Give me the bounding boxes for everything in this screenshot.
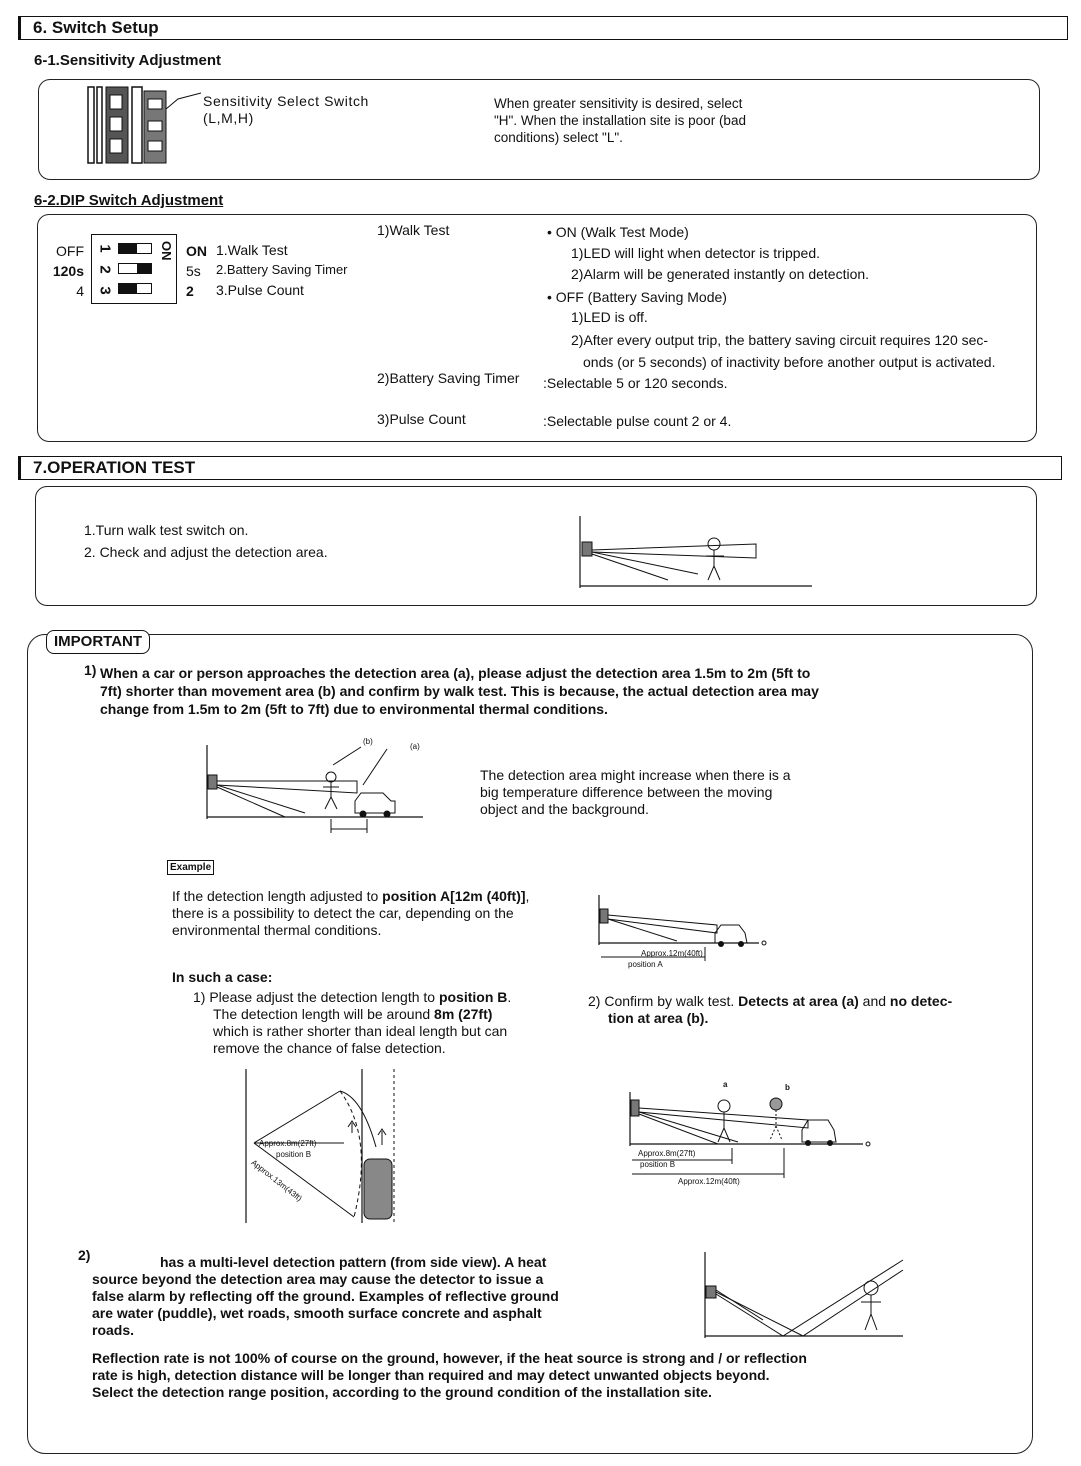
dip-left-labels: OFF 120s 4 — [52, 243, 84, 299]
approx-12m-label-side: Approx.12m(40ft) — [678, 1177, 740, 1186]
sensitivity-description: When greater sensitivity is desired, select "H". When the installation site is poor (bad conditions) select "L". — [494, 96, 746, 145]
battery-timer-title: 2)Battery Saving Timer — [377, 370, 520, 386]
dip-functions: 1.Walk Test 2.Battery Saving Timer 3.Pulse Count — [216, 242, 348, 298]
example-text: If the detection length adjusted to position A[12m (40ft)], there is a possibility to detect the car, depending on the environmental thermal conditions. — [172, 888, 530, 938]
dip-toggle-3[interactable] — [118, 283, 152, 294]
important-p3-text: Reflection rate is not 100% of course on the ground, however, if the heat source is strong and / or reflection rate is high, detection distance will be longer than required and may detect unwanted objects beyond. Select the detection range position, according to the ground condition of the installation site. — [92, 1350, 807, 1400]
dip-on-label: ON — [159, 241, 174, 261]
walk-test-illustration — [578, 514, 818, 590]
reflection-figure — [703, 1250, 913, 1345]
case-2-line-1: 2) Confirm by walk test. Detects at area (a) and no detec- — [588, 993, 953, 1009]
operation-step-1: 1.Turn walk test switch on. — [84, 522, 249, 538]
case-1-line-1: 1) Please adjust the detection length to position B. — [193, 989, 512, 1005]
section-7-header — [18, 456, 1062, 480]
case-title: In such a case: — [172, 969, 273, 985]
figure-label-a: (a) — [410, 742, 420, 751]
thermal-note: The detection area might increase when there is a big temperature difference between the moving object and the background. — [480, 767, 791, 817]
sensitivity-switch-label: Sensitivity Select Switch (L,M,H) — [203, 93, 369, 126]
approx-8m-label-side: Approx.8m(27ft) — [638, 1149, 696, 1158]
dip-switch-number-column: 1 2 3 — [96, 244, 114, 295]
figure-label-b: (b) — [363, 737, 373, 746]
case-1-text: 1) Please adjust the detection length to position B. The detection length will be around 8m (27ft) which is rather shorter than ideal length but can remove the chance of false detection. — [193, 989, 512, 1056]
walk-off-heading: • OFF (Battery Saving Mode) — [547, 289, 727, 305]
walk-on-heading: • ON (Walk Test Mode) — [547, 224, 689, 240]
dip-toggle-2[interactable] — [118, 263, 152, 274]
side-view-ab-figure — [628, 1090, 873, 1185]
walk-off-item-2b: onds (or 5 seconds) of inactivity before another output is activated. — [583, 354, 996, 370]
walk-off-item-2a: 2)After every output trip, the battery saving circuit requires 120 sec- — [571, 332, 989, 348]
walk-test-title: 1)Walk Test — [377, 222, 450, 238]
important-p1-text: When a car or person approaches the detection area (a), please adjust the detection area 1.5m to 2m (5ft to 7ft) shorter than movement area (b) and confirm by walk test. This is because, the actual detection area may change from 1.5m to 2m (5ft to 7ft) due to environmental thermal conditions. — [100, 665, 819, 717]
example-line-1: If the detection length adjusted to position A[12m (40ft)], — [172, 888, 530, 904]
position-b-label-top: position B — [276, 1150, 312, 1159]
position-a-figure — [597, 893, 772, 971]
pulse-count-title: 3)Pulse Count — [377, 411, 466, 427]
position-a-label: position A — [628, 960, 663, 969]
pulse-count-desc: :Selectable pulse count 2 or 4. — [543, 413, 732, 429]
section-6-title: 6. Switch Setup — [33, 18, 159, 37]
dip-right-values: ON 5s 2 — [186, 243, 207, 299]
important-p2-text: has a multi-level detection pattern (from side view). A heat source beyond the detection area may cause the detector to issue a false alarm by reflecting off the ground. Examples of reflective ground are water (puddle), wet roads, smooth surface concrete and asphalt roads. — [92, 1254, 559, 1338]
figure-label-a-side: a — [723, 1080, 728, 1089]
approx-13m-label: Approx.13m(43ft) — [249, 1158, 304, 1204]
walk-off-item-1: 1)LED is off. — [571, 309, 648, 325]
approx-12m-label: Approx.12m(40ft) — [641, 949, 703, 958]
sensitivity-switch-illustration — [86, 85, 206, 165]
figure-label-b-side: b — [785, 1083, 790, 1092]
approx-8m-label-top: Approx.8m(27ft) — [259, 1139, 317, 1148]
subsection-6-2-title: 6-2.DIP Switch Adjustment — [34, 192, 224, 209]
section-7-title: 7.OPERATION TEST — [33, 458, 196, 477]
position-b-label-side: position B — [640, 1160, 676, 1169]
subsection-6-1-title: 6-1.Sensitivity Adjustment — [34, 52, 221, 69]
example-tag: Example — [167, 860, 214, 875]
section-6-header — [18, 16, 1068, 40]
important-label: IMPORTANT — [46, 630, 150, 654]
dip-toggle-1[interactable] — [118, 243, 152, 254]
case-1-line-2: The detection length will be around 8m (27ft) — [213, 1006, 493, 1022]
important-p2-number: 2) — [78, 1247, 91, 1263]
walk-on-item-1: 1)LED will light when detector is tripped. — [571, 245, 821, 261]
operation-step-2: 2. Check and adjust the detection area. — [84, 544, 328, 560]
detection-area-ab-figure — [205, 735, 430, 843]
walk-on-item-2: 2)Alarm will be generated instantly on detection. — [571, 266, 870, 282]
important-p1-number: 1) — [84, 662, 97, 678]
case-2-text: 2) Confirm by walk test. Detects at area (a) and no detec- tion at area (b). — [588, 993, 953, 1026]
battery-timer-desc: :Selectable 5 or 120 seconds. — [543, 375, 728, 391]
